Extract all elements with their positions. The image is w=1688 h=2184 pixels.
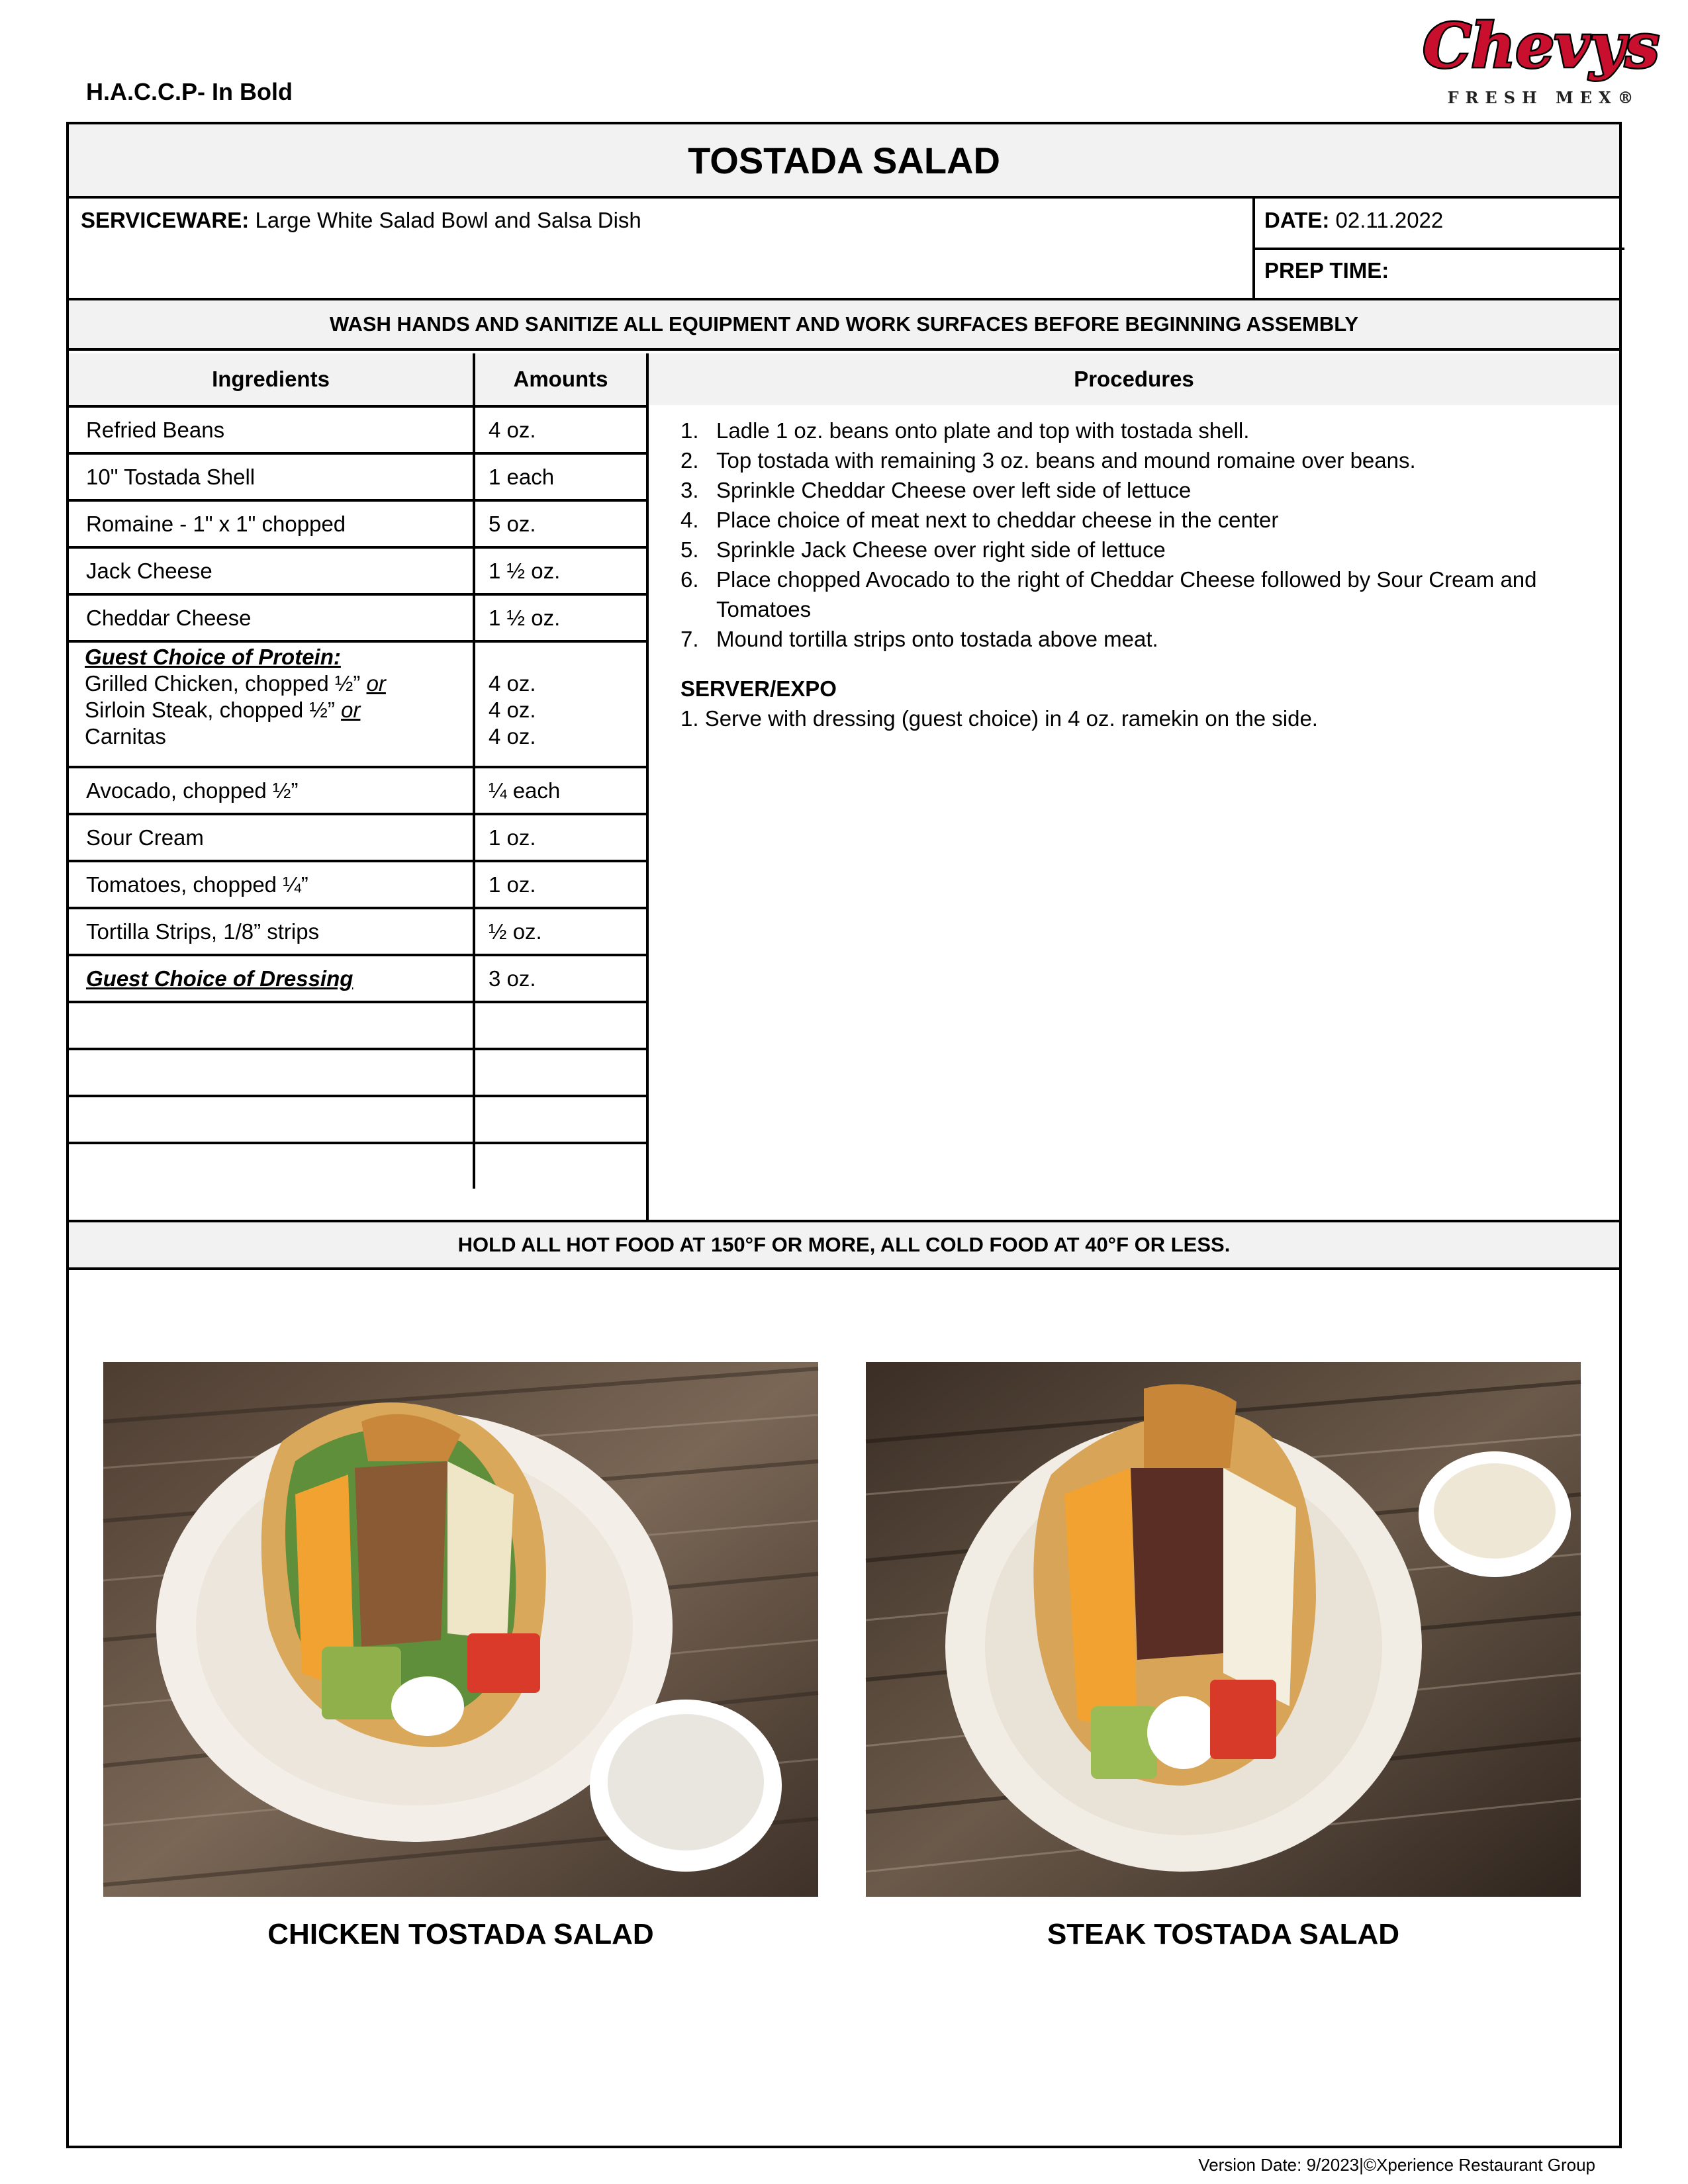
serviceware-value: Large White Salad Bowl and Salsa Dish	[255, 208, 641, 232]
ingredients-table	[69, 405, 649, 1189]
table-row	[69, 593, 649, 640]
table-row	[69, 813, 649, 860]
column-divider	[473, 1050, 475, 1095]
column-divider	[473, 956, 475, 1001]
ingredient-name: Refried Beans	[86, 418, 225, 442]
recipe-card	[66, 122, 1622, 2148]
ingredient-amount: 1 ½ oz.	[489, 606, 561, 630]
ingredient-amount: 1 oz.	[489, 872, 536, 897]
step-number: 1.	[680, 418, 699, 443]
date-divider	[1252, 248, 1624, 250]
server-expo-heading: SERVER/EXPO	[680, 676, 837, 701]
ingredient-name: Tomatoes, chopped ¼”	[86, 872, 308, 897]
hold-temperature-notice: HOLD ALL HOT FOOD AT 150°F OR MORE, ALL COLD FOOD AT 40°F OR LESS.	[69, 1220, 1619, 1270]
step-number: 2.	[680, 448, 699, 473]
protein-option-name: Sirloin Steak, chopped ½”	[85, 698, 335, 722]
column-header-ingredients: Ingredients	[69, 353, 473, 405]
column-divider	[473, 549, 475, 593]
ingredient-name: Jack Cheese	[86, 559, 212, 583]
procedure-step	[665, 624, 1605, 654]
table-row	[69, 766, 649, 813]
date-label: DATE:	[1264, 208, 1330, 232]
chicken-salad-illustration	[103, 1362, 818, 1897]
column-divider	[473, 643, 475, 766]
date-value: 02.11.2022	[1335, 208, 1444, 232]
protein-amount: 4 oz.	[489, 698, 536, 722]
ingredient-amount: ½ oz.	[489, 919, 542, 944]
table-row	[69, 546, 649, 593]
wash-notice: WASH HANDS AND SANITIZE ALL EQUIPMENT AND WORK SURFACES BEFORE BEGINNING ASSEMBLY	[69, 298, 1619, 351]
protein-option-name: Grilled Chicken, chopped ½”	[85, 671, 361, 696]
column-divider	[473, 502, 475, 546]
protein-option	[85, 723, 462, 750]
haccp-note: H.A.C.C.P- In Bold	[86, 78, 293, 105]
column-divider	[473, 909, 475, 954]
step-text: Sprinkle Jack Cheese over right side of lettuce	[716, 537, 1166, 562]
protein-option	[85, 670, 462, 697]
chevys-logo	[1423, 4, 1660, 113]
step-text: Place chopped Avocado to the right of Cheddar Cheese followed by Sour Cream and Tomatoes	[716, 567, 1537, 621]
procedure-step	[665, 535, 1605, 565]
recipe-title: TOSTADA SALAD	[69, 124, 1619, 199]
column-divider	[473, 1144, 475, 1189]
logo-subtext: FRESH MEX®	[1447, 88, 1640, 107]
prep-time-label: PREP TIME:	[1264, 258, 1389, 283]
protein-amount: 4 oz.	[489, 724, 536, 749]
protein-options	[85, 644, 462, 750]
ingredient-amount: 1 oz.	[489, 825, 536, 850]
ingredient-amount: 1 each	[489, 465, 555, 489]
version-footer: Version Date: 9/2023|©Xperience Restaurant Group	[1198, 2155, 1595, 2175]
ingredient-name: Avocado, chopped ½”	[86, 778, 299, 803]
table-row	[69, 499, 649, 546]
empty-row	[69, 1095, 649, 1142]
step-number: 3.	[680, 478, 699, 502]
protein-or: or	[341, 698, 361, 722]
serviceware-label: SERVICEWARE:	[81, 208, 250, 232]
step-text: Top tostada with remaining 3 oz. beans and mound romaine over beans.	[716, 448, 1416, 473]
header-divider-1	[473, 353, 475, 405]
column-divider	[473, 596, 475, 640]
protein-amount: 4 oz.	[489, 671, 536, 696]
procedure-step	[665, 505, 1605, 535]
column-divider	[473, 862, 475, 907]
steak-salad-caption: STEAK TOSTADA SALAD	[1047, 1918, 1400, 1950]
step-number: 6.	[680, 567, 699, 592]
protein-or: or	[366, 671, 386, 696]
step-text: Sprinkle Cheddar Cheese over left side of lettuce	[716, 478, 1192, 502]
column-divider	[473, 768, 475, 813]
chicken-salad-caption: CHICKEN TOSTADA SALAD	[267, 1918, 654, 1950]
procedure-step	[665, 416, 1605, 445]
logo-wordmark: Chevys	[1423, 10, 1660, 81]
column-divider	[473, 408, 475, 452]
ingredient-name: Cheddar Cheese	[86, 606, 252, 630]
column-divider	[473, 815, 475, 860]
table-row	[69, 954, 649, 1001]
step-number: 4.	[680, 508, 699, 532]
procedure-step	[665, 565, 1605, 624]
server-expo-text: 1. Serve with dressing (guest choice) in 4 oz. ramekin on the side.	[680, 706, 1318, 731]
ingredient-amount: 5 oz.	[489, 512, 536, 536]
ingredient-amount: 4 oz.	[489, 418, 536, 442]
steak-salad-illustration	[866, 1362, 1581, 1897]
dressing-amount: 3 oz.	[489, 966, 536, 991]
serviceware-field	[81, 208, 641, 233]
column-divider	[473, 1097, 475, 1142]
step-text: Place choice of meat next to cheddar cheese in the center	[716, 508, 1279, 532]
protein-option	[85, 697, 462, 723]
table-row	[69, 405, 649, 452]
chevys-logo-graphic	[1423, 4, 1660, 113]
ingredient-name: 10" Tostada Shell	[86, 465, 256, 489]
protein-row	[69, 640, 649, 766]
table-row	[69, 860, 649, 907]
step-text: Ladle 1 oz. beans onto plate and top with tostada shell.	[716, 418, 1250, 443]
column-divider	[473, 1003, 475, 1048]
chicken-salad-photo	[103, 1362, 818, 1897]
procedure-step	[665, 475, 1605, 505]
ingredient-name: Tortilla Strips, 1/8” strips	[86, 919, 320, 944]
empty-row	[69, 1142, 649, 1189]
protein-heading: Guest Choice of Protein:	[85, 645, 341, 669]
column-divider	[473, 455, 475, 499]
ingredient-amount: ¼ each	[489, 778, 561, 803]
dressing-name: Guest Choice of Dressing	[86, 966, 353, 991]
date-field	[1264, 208, 1443, 233]
ingredient-name: Romaine - 1" x 1" chopped	[86, 512, 346, 536]
column-header-amounts: Amounts	[475, 353, 646, 405]
protein-amounts	[489, 670, 536, 750]
table-row	[69, 452, 649, 499]
steak-salad-photo	[866, 1362, 1581, 1897]
empty-row	[69, 1001, 649, 1048]
step-number: 7.	[680, 627, 699, 651]
step-text: Mound tortilla strips onto tostada above meat.	[716, 627, 1158, 651]
protein-option-name: Carnitas	[85, 724, 166, 749]
empty-row	[69, 1048, 649, 1095]
procedures-list	[665, 416, 1605, 733]
procedure-step	[665, 445, 1605, 475]
ingredient-name: Sour Cream	[86, 825, 204, 850]
ingredient-amount: 1 ½ oz.	[489, 559, 561, 583]
step-number: 5.	[680, 537, 699, 562]
column-header-procedures: Procedures	[649, 353, 1619, 405]
table-row	[69, 907, 649, 954]
